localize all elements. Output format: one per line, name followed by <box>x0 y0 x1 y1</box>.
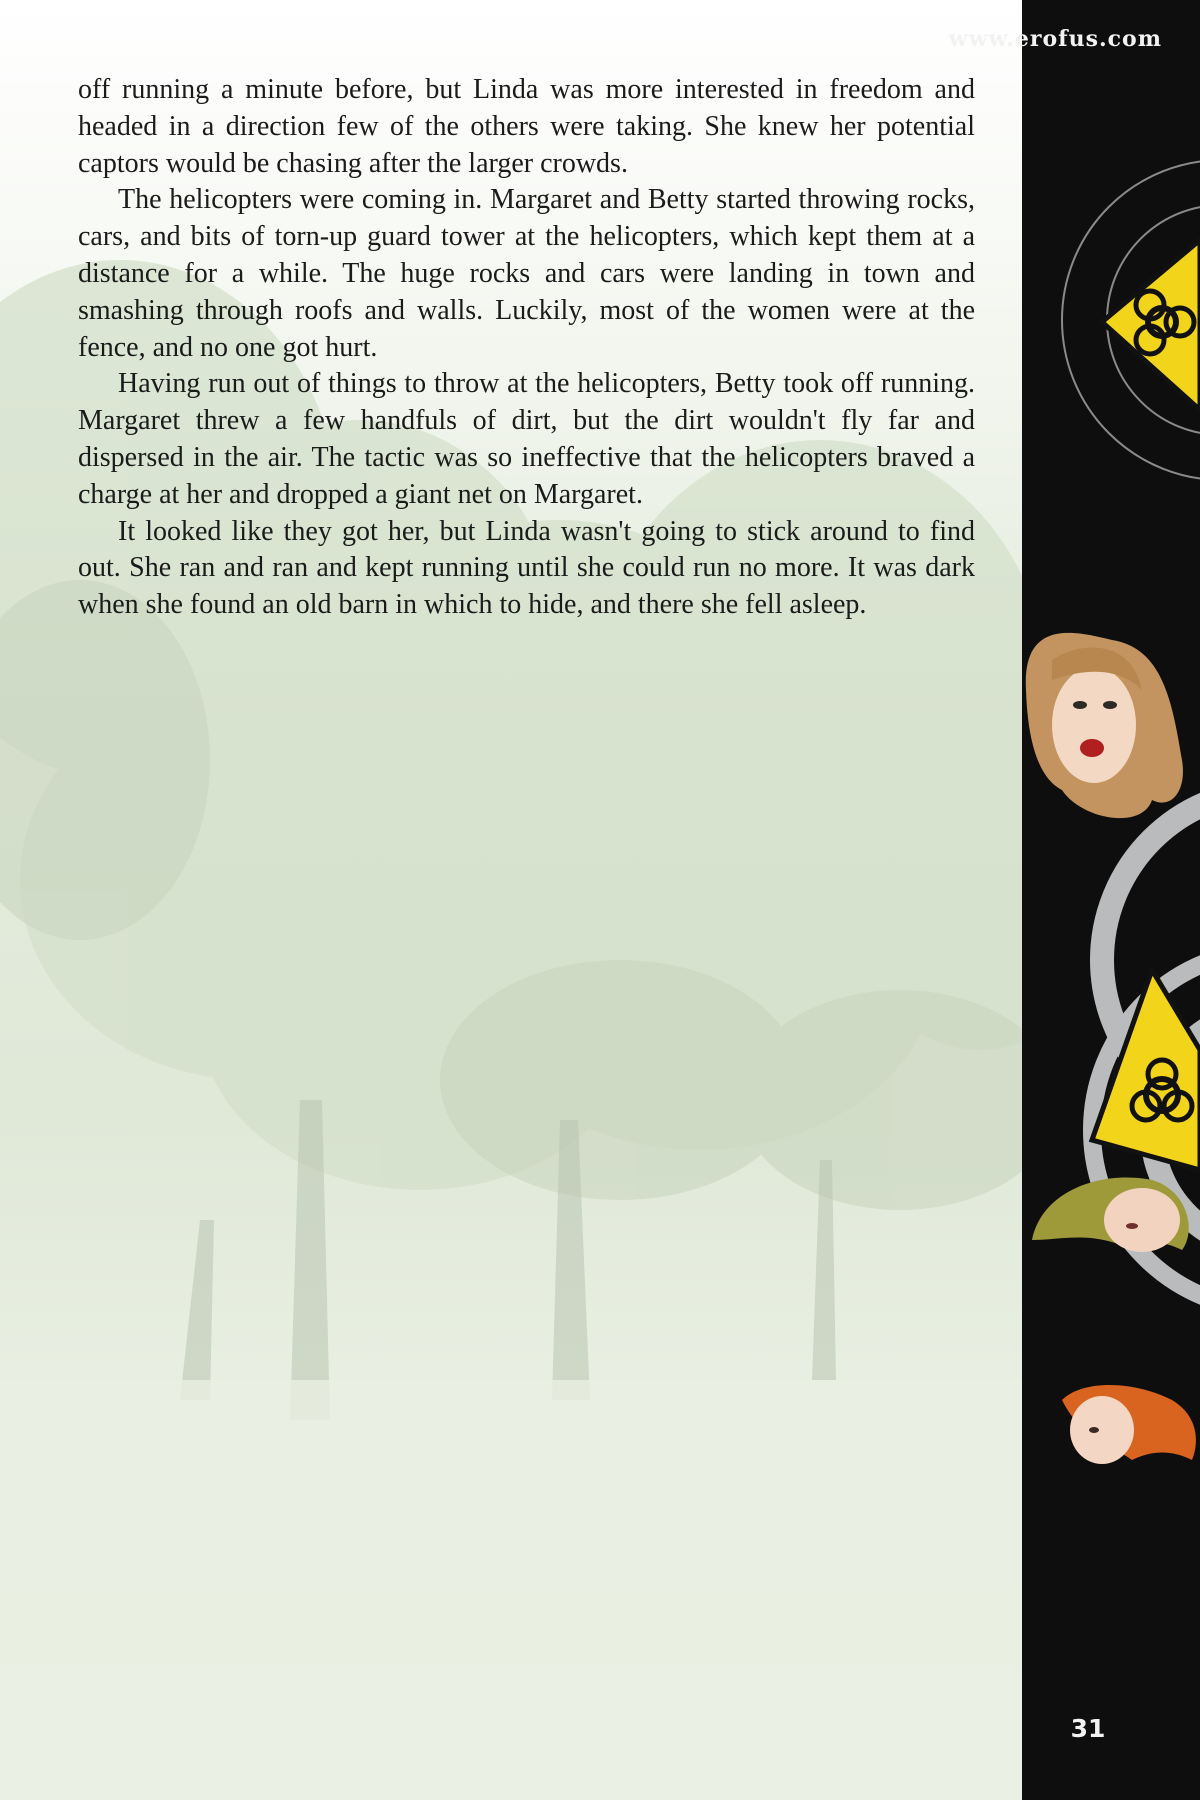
decorative-sidebar <box>1022 0 1200 1800</box>
woman-brown-hair-shouting <box>1026 633 1183 818</box>
story-text <box>78 72 975 624</box>
page-number: 31 <box>1070 1714 1106 1743</box>
paragraph: The helicopters were coming in. Margaret and Betty started throwing rocks, cars, and bits of torn-up guard tower at the helicopters, which kept them at a distance for a while. The huge rocks and cars were landing in town and smashing through roofs and walls. Luckily, most of the women were at the fence, and no one got hurt. <box>78 184 975 363</box>
biohazard-icon <box>1102 240 1200 410</box>
woman-blonde-hair <box>1032 1178 1189 1253</box>
woman-red-hair <box>1062 1385 1196 1464</box>
paragraph: off running a minute before, but Linda was more interested in freedom and headed in a direction few of the others were taking. She knew her potential captors would be chasing after the larger crowds. <box>78 74 975 179</box>
paragraph: Having run out of things to throw at the helicopters, Betty took off running. Margaret threw a few handfuls of dirt, but the dirt wouldn't fly far and dispersed in the air. The tactic was so ineffective that the helicopters braved a charge at her and dropped a giant net on Margaret. <box>78 368 975 510</box>
sidebar-artwork <box>1022 0 1200 1800</box>
paragraph: It looked like they got her, but Linda wasn't going to stick around to find out. She ran and ran and kept running until she could run no more. It was dark when she found an old barn in which to hide, and there she fell asleep. <box>78 515 975 621</box>
watermark: www.erofus.com <box>948 26 1162 52</box>
